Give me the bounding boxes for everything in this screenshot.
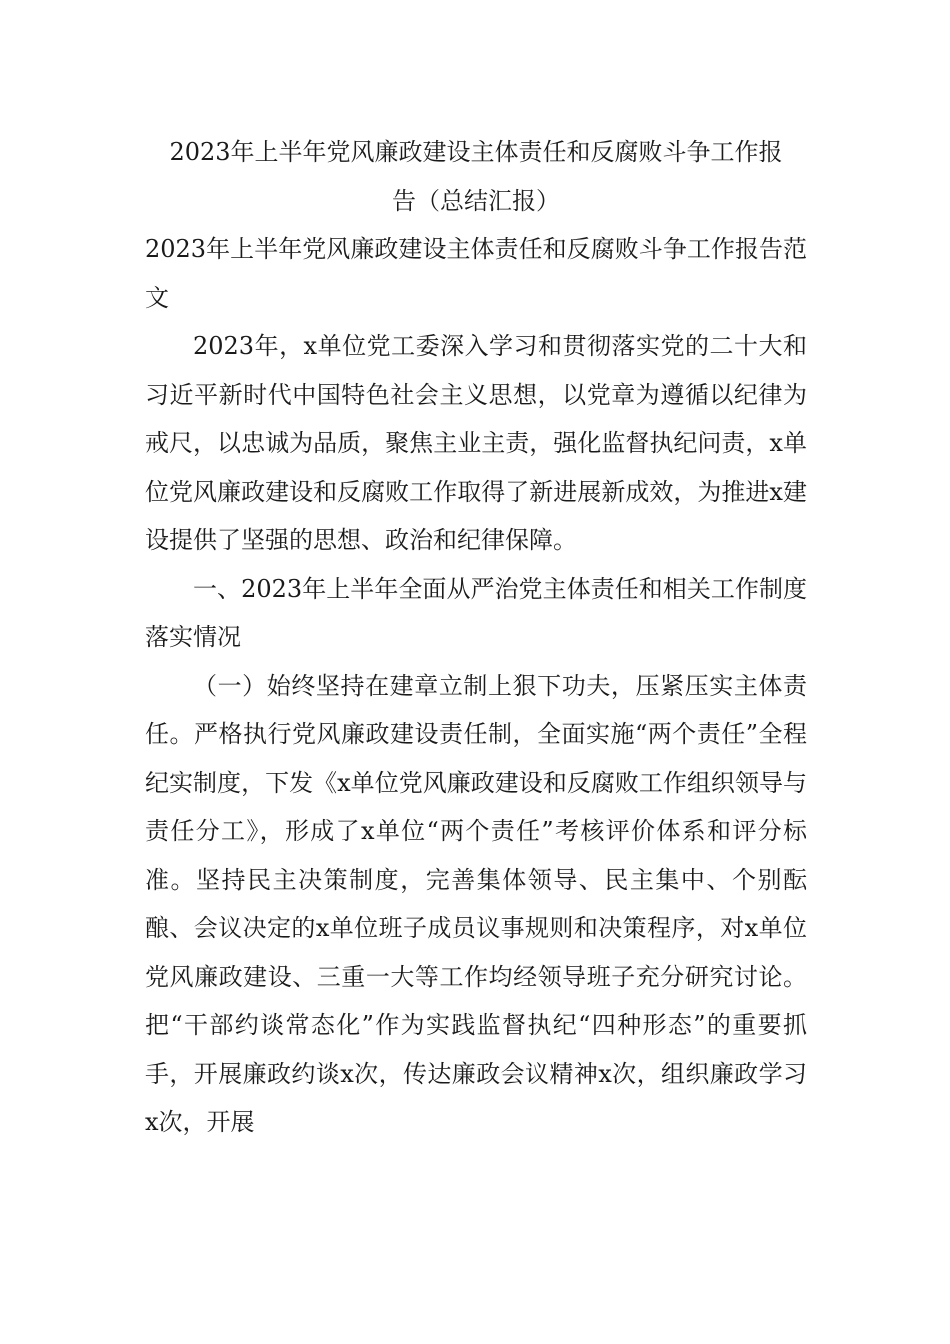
title-line-1: 2023年上半年党风廉政建设主体责任和反腐败斗争工作报 <box>169 138 783 166</box>
document-body <box>145 128 807 1147</box>
document-subtitle: 2023年上半年党风廉政建设主体责任和反腐败斗争工作报告范文 <box>145 235 807 312</box>
paragraph-section-1-1: （一）始终坚持在建章立制上狠下功夫，压紧压实主体责任。严格执行党风廉政建设责任制，全面实施“两个责任”全程纪实制度，下发《x单位党风廉政建设和反腐败工作组织领导与责任分工》，形成了x单位“两个责任”考核评价体系和评分标准。坚持民主决策制度，完善集体领导、民主集中、个别酝酿、会议决定的x单位班子成员议事规则和决策程序，对x单位党风廉政建设、三重一大等工作均经领导班子充分研究讨论。把“干部约谈常态化”作为实践监督执纪“四种形态”的重要抓手，开展廉政约谈x次，传达廉政会议精神x次，组织廉政学习x次，开展 <box>145 671 807 1136</box>
title-line-2: 告（总结汇报） <box>392 186 560 215</box>
section-heading-1: 一、2023年上半年全面从严治党主体责任和相关工作制度落实情况 <box>145 574 807 651</box>
paragraph-intro: 2023年，x单位党工委深入学习和贯彻落实党的二十大和习近平新时代中国特色社会主义思想，以党章为遵循以纪律为戒尺，以忠诚为品质，聚焦主业主责，强化监督执纪问责，x单位党风廉政建设和反腐败工作取得了新进展新成效，为推进x建设提供了坚强的思想、政治和纪律保障。 <box>145 332 807 554</box>
document-title <box>145 128 807 225</box>
